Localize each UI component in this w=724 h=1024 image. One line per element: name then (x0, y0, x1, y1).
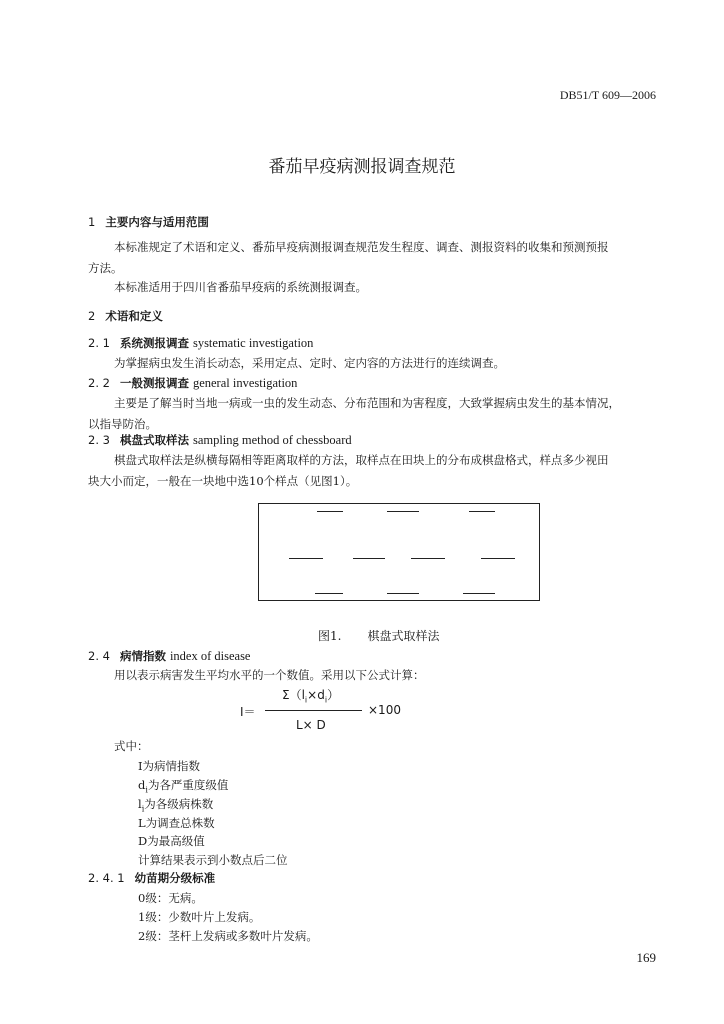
section-2-number: 2 (88, 309, 96, 323)
sample-point (463, 593, 495, 594)
variable-symbol: l (138, 797, 142, 811)
formula-subscript: i (304, 695, 308, 705)
sample-point (317, 511, 343, 512)
formula-numerator (282, 686, 339, 704)
section-1-heading (88, 214, 209, 230)
variable-definition: D为最高级值 (138, 834, 205, 848)
formula-numerator-mid: ×d (307, 688, 325, 702)
term-2-2-heading (88, 375, 297, 391)
sample-point (289, 558, 323, 559)
chessboard-sampling-figure (258, 503, 540, 601)
figure-1-caption (318, 627, 439, 644)
term-2-4-chinese: 病情指数 (119, 649, 166, 663)
term-2-4-english: index of disease (169, 649, 251, 663)
term-2-4-1-number: 2. 4. 1 (88, 871, 125, 885)
formula-fraction-bar (265, 710, 362, 711)
formula-numerator-start: Σ（l (282, 688, 305, 702)
variable-definition (138, 796, 213, 813)
term-2-2-chinese: 一般测报调查 (119, 376, 189, 390)
term-2-1-english: systematic investigation (192, 336, 314, 350)
formula-lhs: I＝ (240, 705, 256, 719)
section-1-title: 主要内容与适用范围 (105, 215, 209, 229)
term-2-3-definition-line-1: 棋盘式取样法是纵横每隔相等距离取样的方法，取样点在田块上的分布成棋盘格式，样点多少视田 (114, 453, 609, 467)
sample-point (315, 593, 343, 594)
variable-meaning: 为各严重度级值 (147, 778, 229, 792)
grade-level: 0级：无病。 (138, 891, 203, 905)
term-2-1-heading (88, 335, 313, 351)
section-1-number: 1 (88, 215, 96, 229)
variable-definition: I为病情指数 (138, 759, 201, 773)
calculation-note: 计算结果表示到小数点后二位 (138, 853, 288, 867)
term-2-1-definition: 为掌握病虫发生消长动态，采用定点、定时、定内容的方法进行的连续调查。 (114, 356, 505, 370)
formula-multiplier: ×100 (368, 703, 401, 717)
section-1-paragraph-2-text: 本标准适用于四川省番茄早疫病的系统测报调查。 (114, 280, 367, 294)
variable-meaning: 为各级病株数 (144, 797, 214, 811)
variable-subscript: i (141, 804, 145, 814)
sample-point (387, 511, 419, 512)
term-2-4-definition: 用以表示病害发生平均水平的一个数值。采用以下公式计算： (114, 668, 425, 682)
term-2-4-1-heading (88, 870, 215, 886)
term-2-3-english: sampling method of chessboard (192, 433, 352, 447)
term-2-4-heading (88, 648, 250, 664)
term-2-3-number: 2. 3 (88, 433, 110, 447)
section-1-paragraph-1-line-1: 本标准规定了术语和定义、番茄早疫病测报调查规范发生程度、调查、测报资料的收集和预测预报 (114, 240, 609, 254)
term-2-2-english: general investigation (192, 376, 298, 390)
document-code: DB51/T 609—2006 (559, 88, 656, 102)
term-2-1-number: 2. 1 (88, 336, 110, 350)
page-number: 169 (636, 950, 656, 965)
term-2-3-definition-line-2: 块大小而定，一般在一块地中选10个样点（见图1）。 (88, 474, 358, 488)
variable-symbol: d (138, 778, 146, 792)
term-2-2-definition (88, 393, 656, 435)
sample-point (411, 558, 445, 559)
term-2-3-definition (88, 450, 656, 492)
formula-denominator: L× D (296, 718, 326, 732)
sample-point (469, 511, 495, 512)
section-1-paragraph-1 (88, 237, 656, 279)
section-2-title: 术语和定义 (105, 309, 163, 323)
formula-where-label: 式中： (114, 739, 149, 753)
term-2-1-chinese: 系统测报调查 (119, 336, 189, 350)
sample-point (353, 558, 385, 559)
grade-level: 1级：少数叶片上发病。 (138, 910, 261, 924)
term-2-3-chinese: 棋盘式取样法 (119, 433, 189, 447)
variable-definition (138, 777, 228, 794)
term-2-3-heading (88, 432, 352, 448)
term-2-4-1-chinese: 幼苗期分级标准 (134, 871, 216, 885)
sample-point (481, 558, 515, 559)
variable-definition: L为调查总株数 (138, 816, 215, 830)
page-title: 番茄早疫病测报调查规范 (268, 157, 456, 177)
term-2-2-number: 2. 2 (88, 376, 110, 390)
grade-level: 2级：茎杆上发病或多数叶片发病。 (138, 929, 318, 943)
term-2-4-number: 2. 4 (88, 649, 110, 663)
formula-numerator-end: ） (327, 688, 340, 702)
term-2-2-definition-line-2: 以指导防治。 (88, 417, 157, 431)
figure-1-title: 棋盘式取样法 (367, 629, 440, 643)
formula-subscript: i (324, 695, 328, 705)
term-2-2-definition-line-1: 主要是了解当时当地一病或一虫的发生动态、分布范围和为害程度，大致掌握病虫发生的基本情况， (114, 396, 620, 410)
section-1-paragraph-2 (88, 277, 656, 298)
section-2-heading (88, 308, 163, 324)
figure-1-label: 图1. (318, 629, 342, 643)
sample-point (387, 593, 419, 594)
section-1-paragraph-1-line-2: 方法。 (88, 261, 123, 275)
variable-subscript: i (145, 785, 148, 795)
